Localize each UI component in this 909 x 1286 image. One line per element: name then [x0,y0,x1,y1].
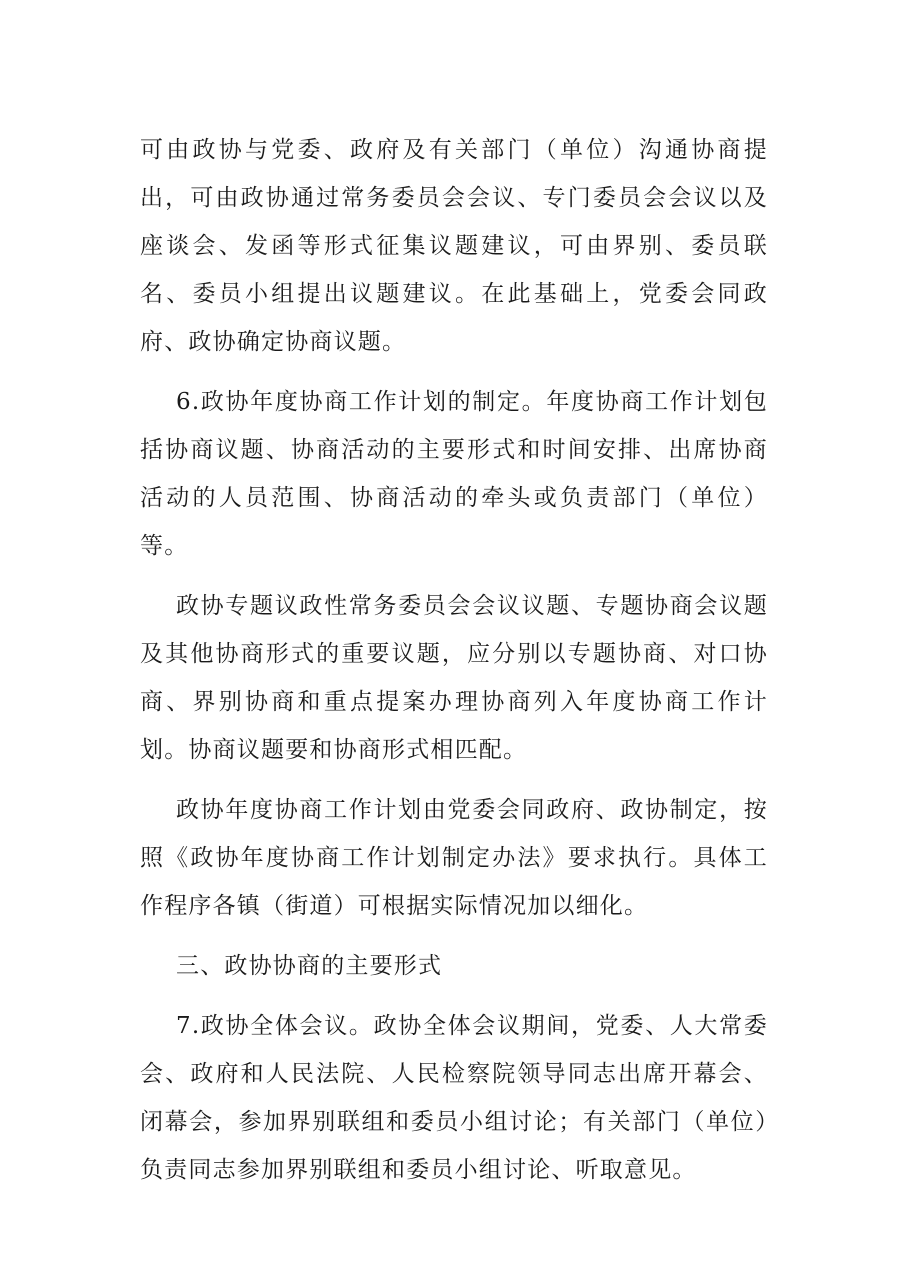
section-heading-main-forms: 三、政协协商的主要形式 [176,953,443,979]
paragraph-topic-sources: 可由政协与党委、政府及有关部门（单位）沟通协商提出，可由政协通过常务委员会会议、专门委员会会议以及座谈会、发函等形式征集议题建议，可由界别、委员联名、委员小组提出议题建议。在此基础上，党委会同政府、政协确定协商议题。 [140,137,768,355]
paragraph-annual-plan: 6.政协年度协商工作计划的制定。年度协商工作计划包括协商议题、协商活动的主要形式和时间安排、出席协商活动的人员范围、协商活动的牵头或负责部门（单位）等。 [140,389,768,559]
document-body [140,126,768,1206]
paragraph-plenary-session: 7.政协全体会议。政协全体会议期间，党委、人大常委会、政府和人民法院、人民检察院领导同志出席开幕会、闭幕会，参加界别联组和委员小组讨论；有关部门（单位）负责同志参加界别联组和委员小组讨论、听取意见。 [140,1013,768,1183]
paragraph-plan-formulation: 政协年度协商工作计划由党委会同政府、政协制定，按照《政协年度协商工作计划制定办法》要求执行。具体工作程序各镇（街道）可根据实际情况加以细化。 [140,797,768,919]
paragraph-key-topics: 政协专题议政性常务委员会会议议题、专题协商会议题及其他协商形式的重要议题，应分别以专题协商、对口协商、界别协商和重点提案办理协商列入年度协商工作计划。协商议题要和协商形式相匹配。 [140,593,768,763]
